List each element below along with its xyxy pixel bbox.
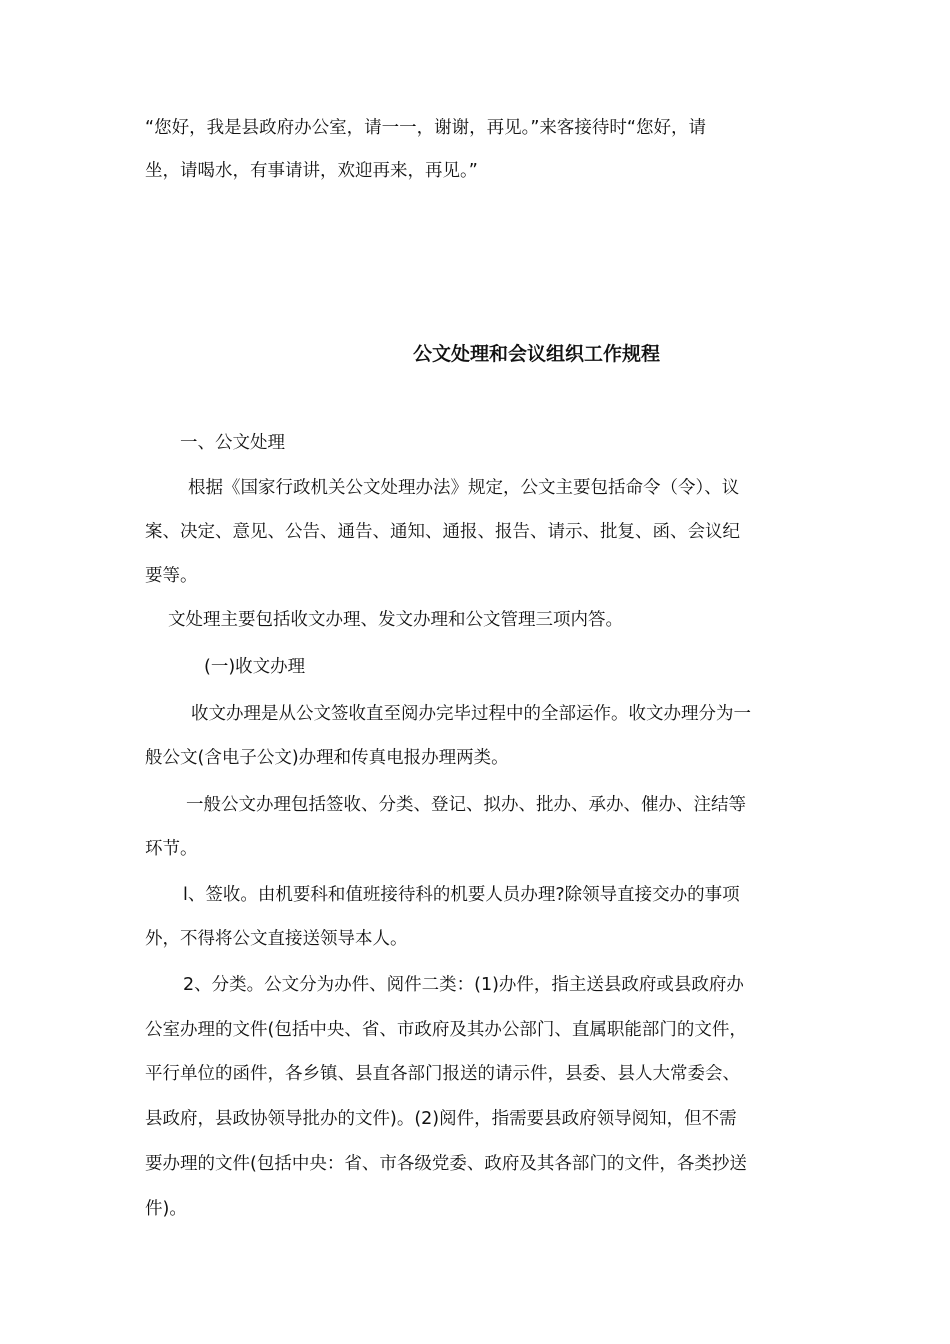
item1-line-2: 外，不得将公文直接送领导本人。 <box>145 929 408 949</box>
item2-line-3: 平行单位的函件，各乡镇、县直各部门报送的请示件，县委、县人大常委会、 <box>145 1064 740 1084</box>
subsection-heading-1: (一)收文办理 <box>204 657 306 677</box>
item2-line-5: 要办理的文件(包括中央：省、市各级党委、政府及其各部门的文件，各类抄送 <box>145 1154 747 1174</box>
item2-line-1: 2、分类。公文分为办件、阅件二类：(1)办件，指主送县政府或县政府办 <box>183 975 744 995</box>
item2-line-2: 公室办理的文件(包括中央、省、市政府及其办公部门、直属职能部门的文件， <box>145 1020 747 1040</box>
section-heading-1: 一、公文处理 <box>180 433 285 453</box>
para1-line-1: 根据《国家行政机关公文处理办法》规定，公文主要包括命令（令）、议 <box>188 478 740 498</box>
intro-line-1: “您好，我是县政府办公室，请一一，谢谢，再见。”来客接待时“您好，请 <box>145 118 706 138</box>
intro-line-2: 坐，请喝水，有事请讲，欢迎再来，再见。” <box>145 161 478 181</box>
para1-line-2: 案、决定、意见、公告、通告、通知、通报、报告、请示、批复、函、会议纪 <box>145 522 740 542</box>
para4-line-1: 一般公文办理包括签收、分类、登记、拟办、批办、承办、催办、注结等 <box>186 795 746 815</box>
para4-line-2: 环节。 <box>145 839 198 859</box>
para1-line-3: 要等。 <box>145 566 198 586</box>
document-title: 公文处理和会议组织工作规程 <box>413 343 661 365</box>
para2-line-1: 文处理主要包括收文办理、发文办理和公文管理三项内答。 <box>168 610 623 630</box>
para3-line-2: 般公文(含电子公文)办理和传真电报办理两类。 <box>145 748 509 768</box>
item2-line-6: 件)。 <box>145 1199 187 1219</box>
item2-line-4: 县政府，县政协领导批办的文件)。(2)阅件，指需要县政府领导阅知，但不需 <box>145 1109 737 1129</box>
para3-line-1: 收文办理是从公文签收直至阅办完毕过程中的全部运作。收文办理分为一 <box>191 704 751 724</box>
item1-line-1: l、签收。由机要科和值班接待科的机要人员办理?除领导直接交办的事项 <box>183 885 740 905</box>
